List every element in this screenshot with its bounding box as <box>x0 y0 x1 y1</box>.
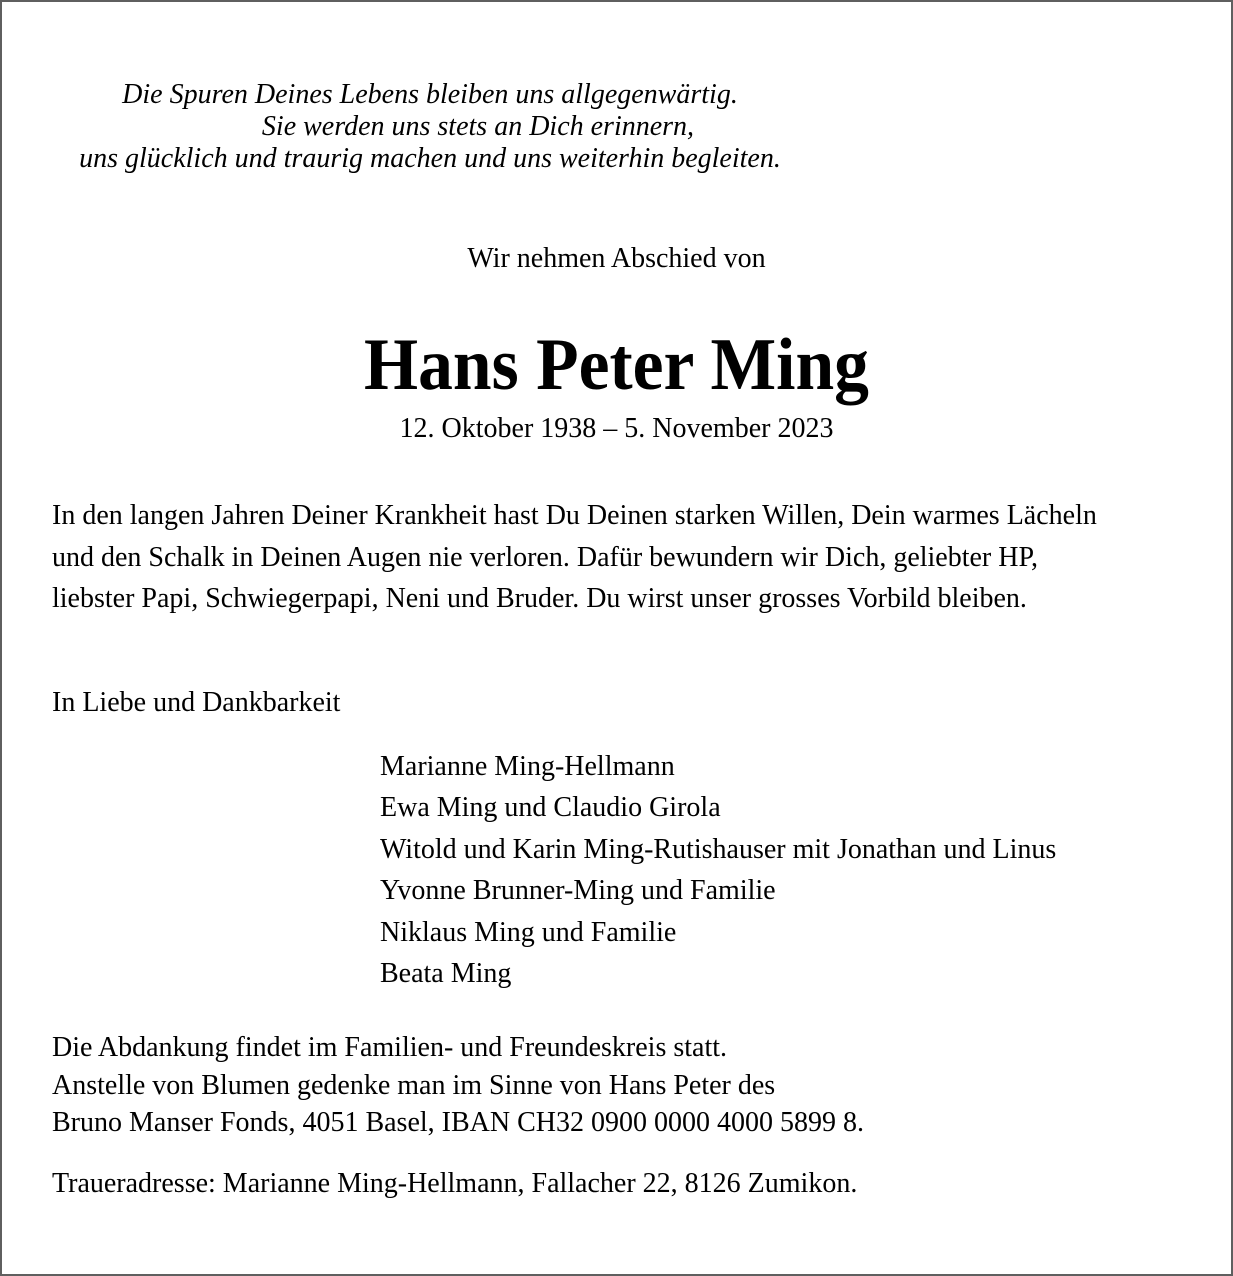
deceased-name: Hans Peter Ming <box>364 324 869 406</box>
family-list <box>380 746 1056 994</box>
tribute-line: In den langen Jahren Deiner Krankheit hast Du Deinen starken Willen, Dein warmes Lächeln <box>52 500 1097 531</box>
closing-line: In Liebe und Dankbarkeit <box>52 687 341 718</box>
family-member: Ewa Ming und Claudio Girola <box>380 792 721 824</box>
tribute-line: und den Schalk in Deinen Augen nie verloren. Dafür bewundern wir Dich, geliebter HP, <box>52 541 1038 573</box>
eulogy-verse <box>46 79 814 175</box>
family-member: Marianne Ming-Hellmann <box>380 751 675 782</box>
family-member: Yvonne Brunner-Ming und Familie <box>380 875 776 907</box>
family-member: Witold und Karin Ming-Rutishauser mit Jonathan und Linus <box>380 833 1057 865</box>
tribute-line: liebster Papi, Schwiegerpapi, Neni und Bruder. Du wirst unser grosses Vorbild bleiben. <box>52 583 1027 614</box>
farewell-intro: Wir nehmen Abschied von <box>467 243 766 274</box>
eulogy-line: Sie werden uns stets an Dich erinnern, <box>261 111 695 142</box>
funeral-info-line: Die Abdankung findet im Familien- und Freundeskreis statt. <box>52 1032 728 1063</box>
funeral-info-line: Anstelle von Blumen gedenke man im Sinne von Hans Peter des <box>52 1069 776 1101</box>
family-member: Beata Ming <box>380 958 512 990</box>
funeral-info-line: Bruno Manser Fonds, 4051 Basel, IBAN CH32 0900 0000 4000 5899 8. <box>52 1107 864 1138</box>
mourning-address: Traueradresse: Marianne Ming-Hellmann, Fallacher 22, 8126 Zumikon. <box>52 1168 858 1199</box>
funeral-info <box>52 1029 864 1142</box>
family-member: Niklaus Ming und Familie <box>380 916 677 948</box>
tribute-paragraph <box>52 495 1192 620</box>
life-dates: 12. Oktober 1938 – 5. November 2023 <box>399 413 834 444</box>
eulogy-line: uns glücklich und traurig machen und uns weiterhin begleiten. <box>79 143 781 174</box>
eulogy-line: Die Spuren Deines Lebens bleiben uns allgegenwärtig. <box>122 79 738 110</box>
